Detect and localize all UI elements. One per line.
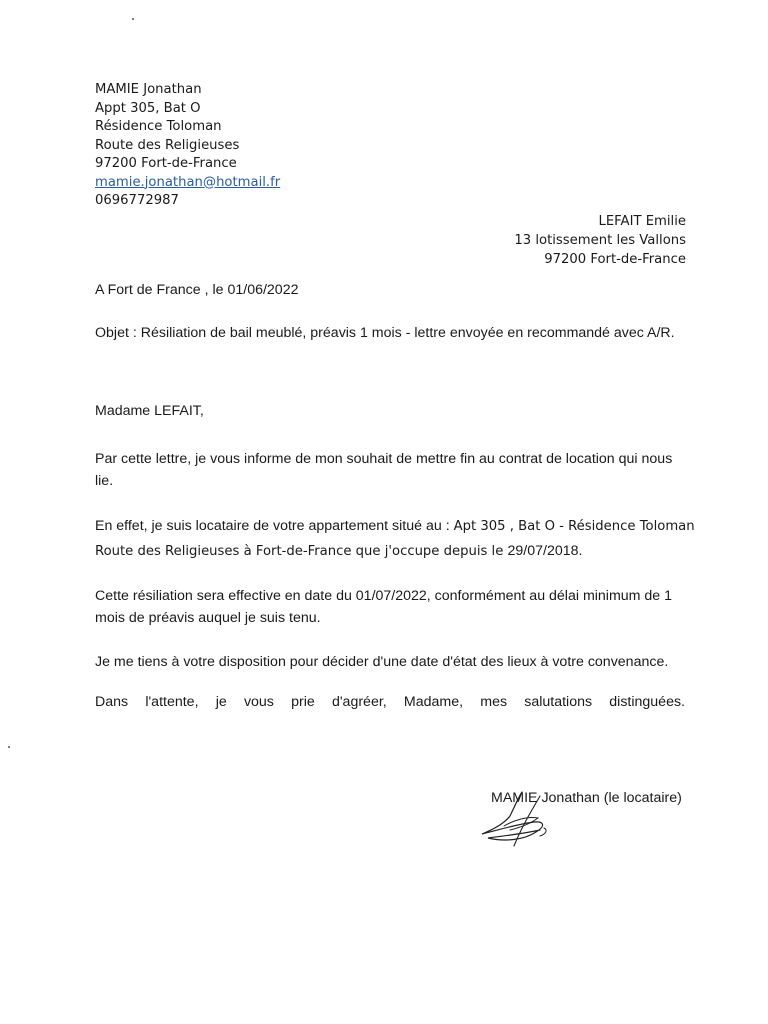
body-text-address: Route des Religieuses à Fort-de-France que j'occupe depuis le: [95, 544, 508, 559]
sender-name: MAMIE Jonathan: [95, 82, 202, 97]
sender-city: 97200 Fort-de-France: [95, 156, 237, 171]
body-paragraph-1: [95, 448, 685, 492]
sender-phone: 0696772987: [95, 193, 179, 208]
salutation: Madame LEFAIT,: [95, 403, 204, 419]
sender-block: [95, 81, 280, 211]
body-text: En effet, je suis locataire de votre appartement situé au :: [95, 518, 454, 534]
body-line: [95, 514, 695, 539]
body-line: [95, 539, 685, 564]
body-line: Cette résiliation sera effective en date du 01/07/2022, conformément au délai minimum de 1: [95, 588, 673, 604]
body-line: mois de préavis auquel je suis tenu.: [95, 610, 321, 626]
body-paragraph-3: [95, 585, 685, 629]
recipient-city: 97200 Fort-de-France: [544, 252, 686, 267]
subject-line: Objet : Résiliation de bail meublé, préavis 1 mois - lettre envoyée en recommandé avec A/R.: [95, 325, 675, 341]
place-date: A Fort de France , le 01/06/2022: [95, 282, 299, 298]
body-paragraph-4: [95, 651, 685, 673]
recipient-address-line1: 13 lotissement les Vallons: [514, 233, 686, 248]
scan-speck: [132, 18, 134, 20]
scan-speck: [8, 746, 10, 748]
closing-paragraph: Dans l'attente, je vous prie d'agréer, Madame, mes salutations distinguées.: [95, 694, 685, 710]
body-line: Je me tiens à votre disposition pour décider d'une date d'état des lieux à votre convenance.: [95, 654, 669, 670]
sender-address-line1: Appt 305, Bat O: [95, 100, 201, 116]
handwritten-signature: [474, 786, 574, 856]
body-text-address: Apt 305 , Bat O - Résidence Toloman: [453, 519, 695, 534]
sender-address-line3: Route des Religieuses: [95, 137, 240, 153]
sender-address-line2: Résidence Toloman: [95, 119, 222, 134]
sender-email-link[interactable]: mamie.jonathan@hotmail.fr: [95, 174, 281, 190]
recipient-name: LEFAIT Emilie: [598, 214, 686, 229]
signature-name: MAMIE Jonathan (le locataire): [491, 790, 682, 806]
body-line: Par cette lettre, je vous informe de mon souhait de mettre fin au contrat de location qui nous: [95, 451, 673, 467]
recipient-block: [514, 212, 686, 269]
body-paragraph-2: [95, 514, 695, 564]
body-line: lie.: [95, 473, 114, 489]
body-text-date: 29/07/2018.: [507, 543, 583, 559]
